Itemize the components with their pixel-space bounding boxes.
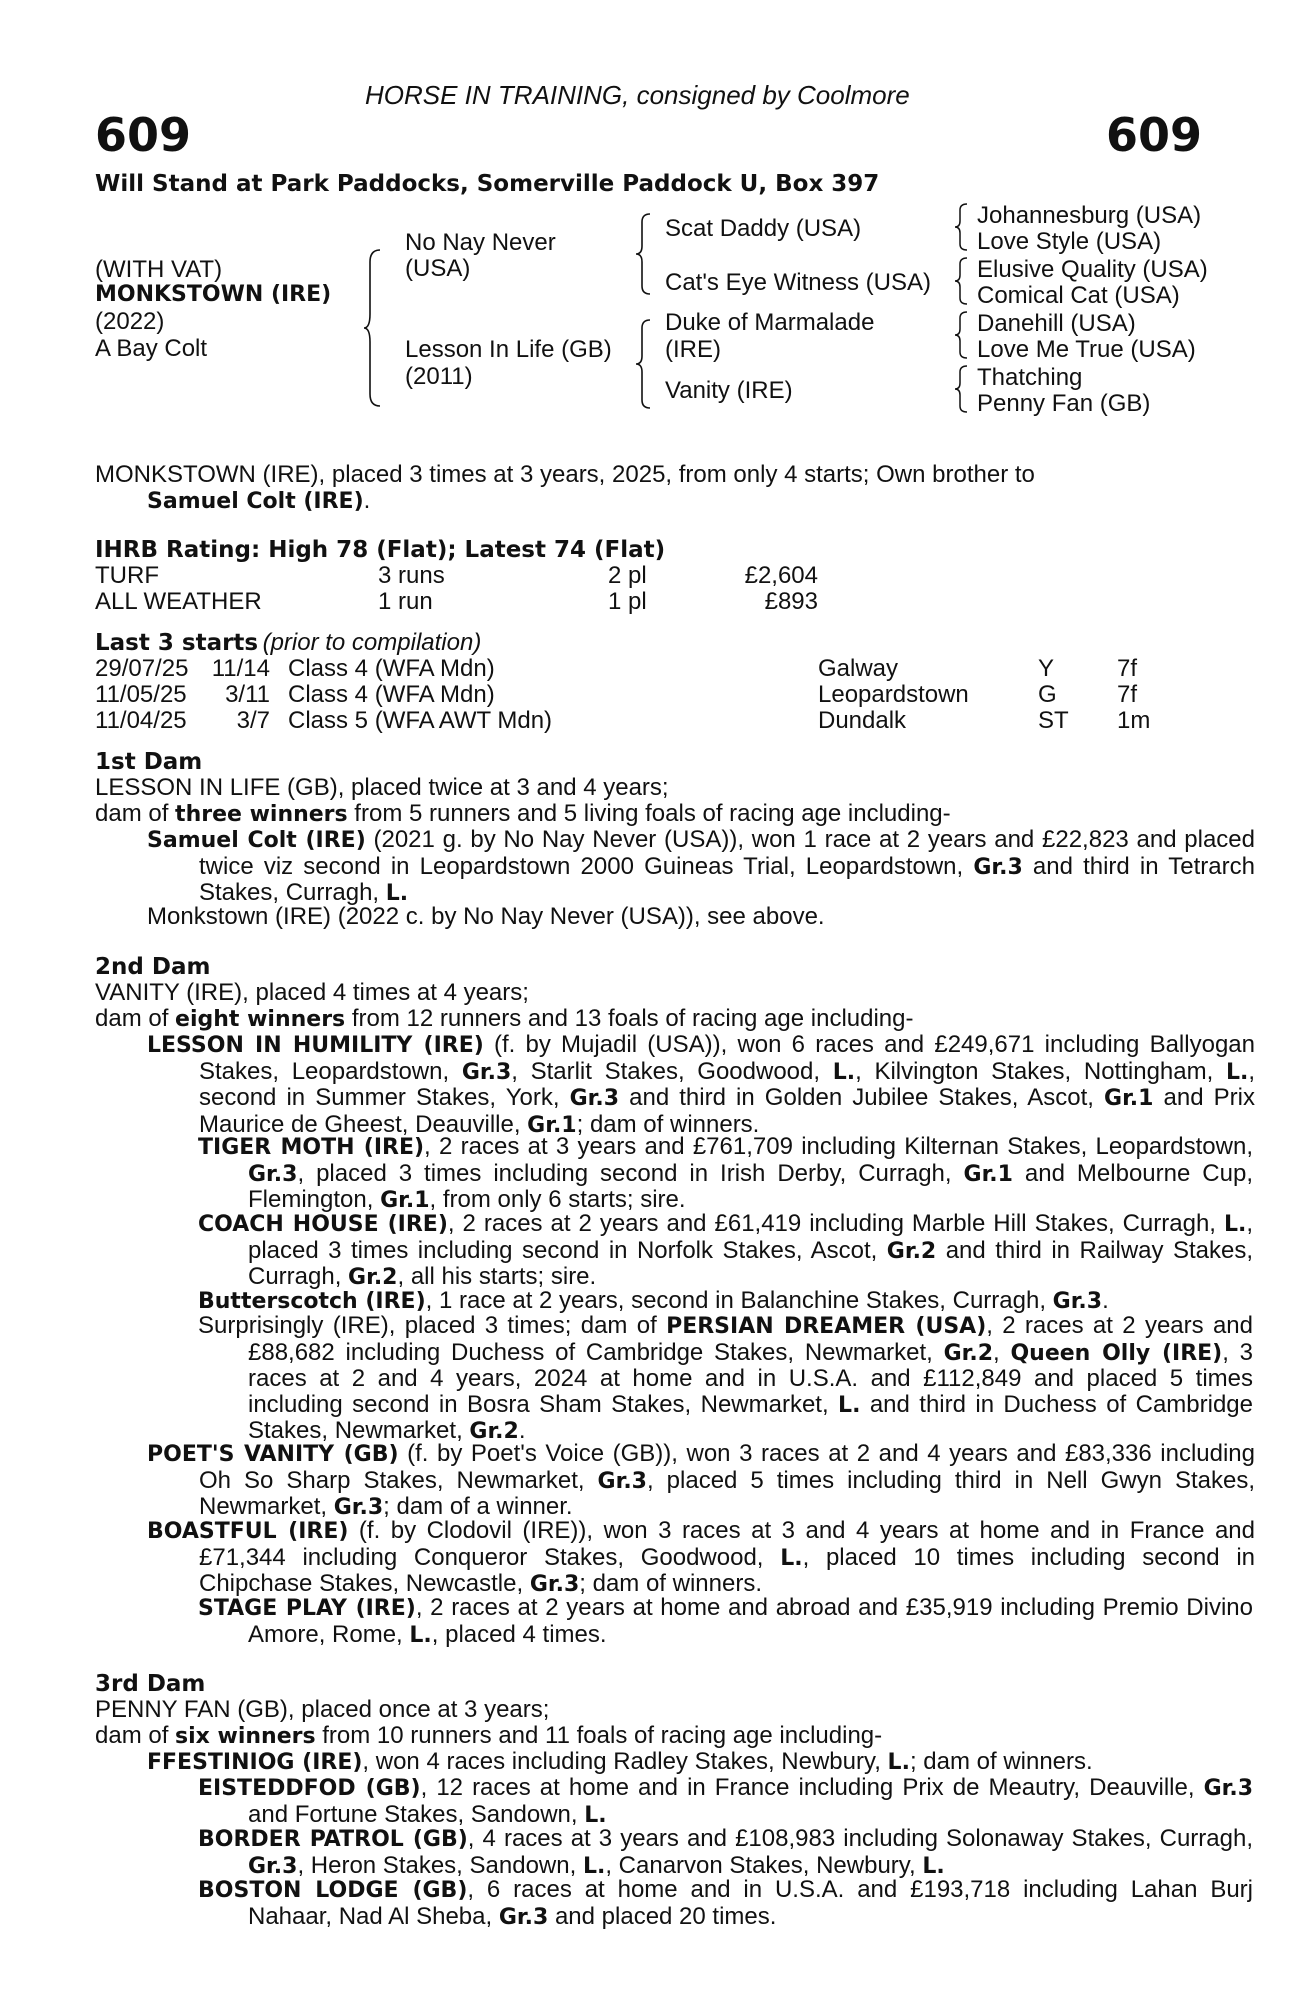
text-run: , placed 5 times including third in Nell Gwyn Stakes, Newmarket, xyxy=(199,1466,1255,1521)
text-run: from 12 runners and 13 foals of racing age including- xyxy=(345,1005,914,1032)
race-course: Leopardstown xyxy=(818,681,969,708)
text-run: , second in Summer Stakes, York, xyxy=(199,1057,1255,1112)
horse-name: COACH HOUSE (IRE) xyxy=(198,1212,448,1237)
brother-name: Samuel Colt (IRE) xyxy=(147,488,364,514)
grandparent-7: Thatching xyxy=(977,364,1083,391)
text-run: Gr.2 xyxy=(943,1340,994,1366)
last-starts-title: Last 3 starts xyxy=(95,630,259,656)
dam-record: PENNY FAN (GB), placed once at 3 years; xyxy=(95,1696,550,1723)
horse-name: FFESTINIOG (IRE) xyxy=(147,1750,363,1775)
text-run: , from only 6 starts; sire. xyxy=(429,1186,686,1214)
text-run: L. xyxy=(1225,1059,1249,1085)
produce-entry xyxy=(198,1288,1109,1315)
text-run: Gr.2 xyxy=(469,1419,519,1445)
text-run: (2021 g. by No Nay Never (USA)), won 1 race at 2 years and £22,823 and placed twice viz second in Leopardstown 2000 Guineas Trial, Leopardstown, xyxy=(199,826,1255,880)
text-run: Gr.3 xyxy=(333,1495,384,1521)
text-run: , placed 3 times including second in Norfolk Stakes, Ascot, xyxy=(248,1210,1253,1264)
surface-label: TURF xyxy=(95,562,159,589)
text-run: L. xyxy=(385,881,409,907)
horse-summary xyxy=(95,462,1203,514)
text-run: ; dam of a winner. xyxy=(383,1493,573,1521)
grandparent-6: Love Me True (USA) xyxy=(977,336,1196,363)
grandparent-2: Love Style (USA) xyxy=(977,228,1162,255)
produce-entry xyxy=(198,1134,1253,1214)
horse-name: EISTEDDFOD (GB) xyxy=(198,1776,421,1801)
produce-entry xyxy=(147,1441,1255,1521)
catalogue-header: HORSE IN TRAINING, consigned by Coolmore xyxy=(365,80,910,110)
race-date: 11/05/25 xyxy=(95,681,187,708)
race-position: 3/11 xyxy=(225,681,270,708)
text-run: L. xyxy=(1223,1212,1247,1237)
race-distance: 7f xyxy=(1117,655,1138,682)
text-run: , 2 races at 2 years at home and abroad and £35,919 including Premio Divino Amore, Rome, xyxy=(248,1594,1254,1648)
prize-money: £2,604 xyxy=(744,562,818,589)
produce-entry xyxy=(198,1211,1253,1291)
text-run: . xyxy=(1102,1287,1109,1314)
text-run: , 4 races at 3 years and £108,983 including Solonaway Stakes, Curragh, xyxy=(467,1825,1253,1852)
text-run: Gr.2 xyxy=(886,1238,937,1264)
dam-produce-summary xyxy=(95,1006,914,1033)
produce-entry xyxy=(198,1313,1253,1445)
dam-sire-line2: (IRE) xyxy=(665,336,721,363)
horse-name: POET'S VANITY (GB) xyxy=(147,1442,399,1467)
text-run: (f. by Clodovil (IRE)), won 3 races at 3 and 4 years at home and in France and £71,344 including Conqueror Stakes, Goodwood, xyxy=(199,1517,1255,1571)
section-heading: 3rd Dam xyxy=(95,1671,206,1697)
text-run: L. xyxy=(780,1545,803,1571)
text-run: Surprisingly (IRE), placed 3 times; dam of xyxy=(198,1312,667,1339)
grandparent-8: Penny Fan (GB) xyxy=(977,390,1151,417)
text-run: . xyxy=(518,1417,526,1445)
sire-line1: No Nay Never xyxy=(405,229,556,256)
text: dam of xyxy=(95,800,176,827)
race-position: 11/14 xyxy=(211,655,270,682)
text-run: L. xyxy=(582,1853,606,1879)
horse-name: Queen Olly (IRE) xyxy=(1010,1340,1223,1366)
race-course: Galway xyxy=(818,655,899,682)
ihrb-rating: IHRB Rating: High 78 (Flat); Latest 74 (Flat) xyxy=(95,537,666,563)
horse-name: MONKSTOWN (IRE) xyxy=(95,282,332,307)
horse-name: Butterscotch (IRE) xyxy=(198,1289,426,1314)
produce-entry xyxy=(198,1595,1253,1648)
text-run: L. xyxy=(584,1802,607,1828)
text-run: , Kilvington Stakes, Nottingham, xyxy=(855,1057,1226,1085)
brace-icon xyxy=(955,364,971,414)
text-run: Gr.1 xyxy=(380,1188,430,1214)
horse-description: A Bay Colt xyxy=(95,335,208,362)
text: from 5 runners and 5 living foals of racing age including- xyxy=(347,800,951,827)
horse-name: BOSTON LODGE (GB) xyxy=(198,1878,468,1903)
text-run: Gr.1 xyxy=(963,1161,1013,1187)
race-course: Dundalk xyxy=(818,707,907,734)
lot-number-right: 609 xyxy=(1105,108,1202,162)
text-run: L. xyxy=(832,1059,856,1085)
text-run: and Melbourne Cup, Flemington, xyxy=(248,1159,1253,1214)
summary-text: MONKSTOWN (IRE), placed 3 times at 3 years, 2025, from only 4 starts; Own brother to xyxy=(95,461,1035,488)
text-run: and placed 20 times. xyxy=(548,1902,777,1930)
dam-record: LESSON IN LIFE (GB), placed twice at 3 and 4 years; xyxy=(95,774,669,801)
dam-dam: Vanity (IRE) xyxy=(665,377,793,404)
text-run: , 12 races at home and in France including Prix de Meautry, Deauville, xyxy=(420,1774,1204,1801)
horse-name: PERSIAN DREAMER (USA) xyxy=(666,1314,987,1339)
race-position: 3/7 xyxy=(236,707,270,734)
text-run: , xyxy=(993,1338,1011,1366)
dam-record: VANITY (IRE), placed 4 times at 4 years; xyxy=(95,979,529,1006)
grandparent-1: Johannesburg (USA) xyxy=(977,202,1202,229)
horse-name: TIGER MOTH (IRE) xyxy=(198,1135,425,1160)
produce-entry: Monkstown (IRE) (2022 c. by No Nay Never (USA)), see above. xyxy=(147,903,825,930)
text-run: and third in Duchess of Cambridge Stakes, Newmarket, xyxy=(248,1390,1254,1445)
text-run: Gr.3 xyxy=(1203,1776,1253,1801)
text-run: Gr.1 xyxy=(527,1112,577,1138)
text-run: , Starlit Stakes, Goodwood, xyxy=(511,1057,833,1085)
brace-icon xyxy=(955,256,971,306)
text-run: dam of xyxy=(95,1005,176,1032)
section-heading: 1st Dam xyxy=(95,749,203,775)
grandparent-4: Comical Cat (USA) xyxy=(977,282,1180,309)
race-class: Class 4 (WFA Mdn) xyxy=(288,681,495,708)
prize-money: £893 xyxy=(764,588,818,615)
surface-label: ALL WEATHER xyxy=(95,588,262,615)
section-heading: 2nd Dam xyxy=(95,954,211,980)
text-run: L. xyxy=(887,1750,910,1775)
text-run: , 1 race at 2 years, second in Balanchine Stakes, Curragh, xyxy=(425,1287,1053,1314)
text-run: and Fortune Stakes, Sandown, xyxy=(248,1800,585,1828)
text-run: Gr.3 xyxy=(248,1853,298,1879)
race-distance: 1m xyxy=(1117,707,1151,734)
stable-location: Will Stand at Park Paddocks, Somerville Paddock U, Box 397 xyxy=(95,171,880,197)
race-date: 29/07/25 xyxy=(95,655,189,682)
race-class: Class 5 (WFA AWT Mdn) xyxy=(288,707,553,734)
summary-end: . xyxy=(363,486,371,514)
produce-entry xyxy=(198,1775,1253,1828)
produce-entry xyxy=(147,1032,1255,1138)
text-run: , 2 races at 2 years and £61,419 including Marble Hill Stakes, Curragh, xyxy=(447,1210,1224,1237)
text-run: (f. by Mujadil (USA)), won 6 races and £249,671 including Ballyogan Stakes, Leopardstown, xyxy=(199,1031,1255,1085)
produce-entry xyxy=(147,1749,1093,1776)
text-run: Gr.3 xyxy=(597,1468,647,1494)
text-run: and Prix Maurice de Gheest, Deauville, xyxy=(199,1084,1256,1138)
text-run: , placed 3 times including second in Irish Derby, Curragh, xyxy=(297,1159,964,1187)
last-starts-note: (prior to compilation) xyxy=(262,629,482,656)
text-run: Gr.3 xyxy=(498,1904,549,1930)
runs-count: 3 runs xyxy=(378,562,445,589)
text-run: Gr.2 xyxy=(348,1265,398,1291)
race-going: G xyxy=(1038,681,1057,708)
brace-icon xyxy=(636,318,654,410)
dam-produce-summary xyxy=(95,801,951,828)
produce-entry xyxy=(198,1877,1253,1930)
text-run: and third in Golden Jubilee Stakes, Ascot, xyxy=(619,1084,1105,1112)
sire-dam: Cat's Eye Witness (USA) xyxy=(665,269,931,296)
race-distance: 7f xyxy=(1117,681,1138,708)
horse-name: STAGE PLAY (IRE) xyxy=(198,1596,416,1621)
text-run: , placed 4 times. xyxy=(431,1620,607,1648)
text-run: ; dam of winners. xyxy=(909,1748,1093,1775)
text-run: L. xyxy=(409,1622,432,1648)
text-run: , 2 races at 3 years and £761,709 including Kilternan Stakes, Leopardstown, xyxy=(424,1133,1253,1160)
text-run: Gr.3 xyxy=(569,1086,620,1112)
text-run: , 6 races at home and in U.S.A. and £193,718 including Lahan Burj Nahaar, Nad Al Sheba, xyxy=(248,1876,1253,1930)
brace-icon xyxy=(364,248,386,408)
winners-count: six winners xyxy=(175,1724,316,1749)
text-run: and third in Railway Stakes, Curragh, xyxy=(248,1236,1254,1291)
placed-count: 1 pl xyxy=(608,588,647,615)
brace-icon xyxy=(955,310,971,360)
text-run: , 2 races at 2 years and £88,682 including Duchess of Cambridge Stakes, Newmarket, xyxy=(248,1312,1253,1366)
text-run: dam of xyxy=(95,1722,176,1749)
text-run: (f. by Poet's Voice (GB)), won 3 races at 2 and 4 years and £83,336 including Oh So Sharp Stakes, Newmarket, xyxy=(199,1440,1256,1494)
sire-sire: Scat Daddy (USA) xyxy=(665,215,862,242)
brace-icon xyxy=(955,202,971,252)
horse-name: LESSON IN HUMILITY (IRE) xyxy=(147,1033,484,1058)
grandparent-5: Danehill (USA) xyxy=(977,310,1136,337)
runs-count: 1 run xyxy=(378,588,433,615)
produce-entry xyxy=(198,1826,1253,1879)
text-run: Gr.1 xyxy=(1104,1086,1154,1112)
race-going: ST xyxy=(1038,707,1069,734)
text-run: ; dam of winners. xyxy=(576,1110,760,1138)
text-run: , placed 10 times including second in Chipchase Stakes, Newcastle, xyxy=(199,1543,1255,1598)
text-run: Gr.3 xyxy=(973,854,1023,880)
sire-line2: (USA) xyxy=(405,255,471,282)
race-class: Class 4 (WFA Mdn) xyxy=(288,655,495,682)
lot-number-left: 609 xyxy=(95,108,192,162)
produce-entry xyxy=(147,827,1255,907)
horse-name: BORDER PATROL (GB) xyxy=(198,1827,468,1852)
text-run: Gr.3 xyxy=(248,1161,298,1187)
dam-produce-summary xyxy=(95,1723,882,1750)
dam-sire-line1: Duke of Marmalade xyxy=(665,309,875,336)
produce-entry xyxy=(147,1518,1255,1598)
winners-count: three winners xyxy=(175,802,348,827)
dam-line2: (2011) xyxy=(405,363,473,390)
brace-icon xyxy=(636,212,654,296)
text-run: from 10 runners and 11 foals of racing age including- xyxy=(315,1722,883,1749)
text-run: Gr.3 xyxy=(1052,1289,1103,1314)
text-run: , Heron Stakes, Sandown, xyxy=(297,1851,583,1879)
horse-name: BOASTFUL (IRE) xyxy=(147,1519,349,1544)
text-run: , 3 races at 2 and 4 years, 2024 at home and in U.S.A. and £112,849 and placed 5 times including second in Bosra Sham Stakes, Newmarket, xyxy=(248,1338,1253,1418)
race-date: 11/04/25 xyxy=(95,707,187,734)
horse-name: Samuel Colt (IRE) xyxy=(147,828,366,853)
dam-line1: Lesson In Life (GB) xyxy=(405,336,612,363)
text-run: Gr.3 xyxy=(461,1059,512,1085)
text-run: ; dam of winners. xyxy=(579,1570,763,1598)
text-run: , all his starts; sire. xyxy=(397,1263,597,1291)
text-run: , Canarvon Stakes, Newbury, xyxy=(605,1851,923,1879)
text-run: Gr.3 xyxy=(529,1572,580,1598)
text-run: L. xyxy=(838,1392,861,1418)
text-run: , won 4 races including Radley Stakes, Newbury, xyxy=(362,1748,888,1775)
text-run: and third in Tetrarch Stakes, Curragh, xyxy=(199,852,1255,907)
grandparent-3: Elusive Quality (USA) xyxy=(977,256,1208,283)
winners-count: eight winners xyxy=(175,1007,346,1032)
horse-year: (2022) xyxy=(95,308,165,335)
vat-note: (WITH VAT) xyxy=(95,256,223,283)
placed-count: 2 pl xyxy=(608,562,647,589)
race-going: Y xyxy=(1038,655,1055,682)
text-run: L. xyxy=(922,1853,945,1879)
